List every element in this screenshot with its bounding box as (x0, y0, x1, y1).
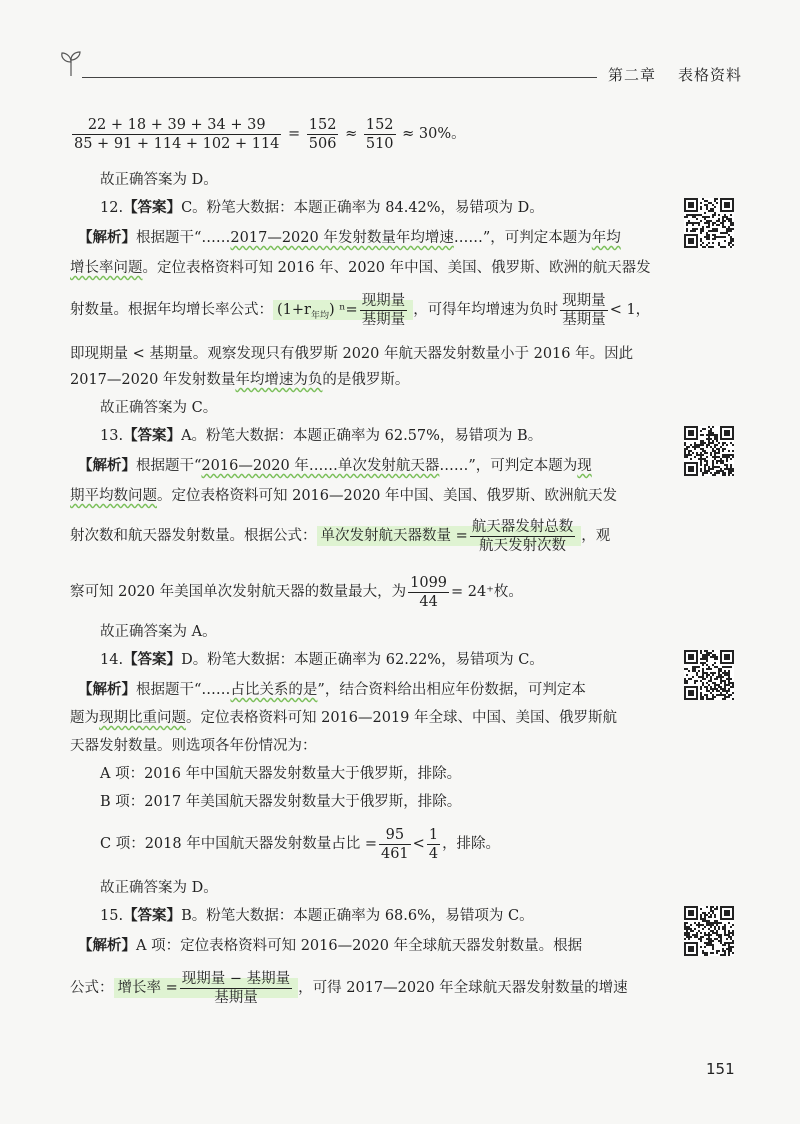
calc-numerator: 22 + 18 + 39 + 34 + 39 (72, 116, 281, 135)
q13-answer-text: A。粉笔大数据：本题正确率为 62.57%，易错项为 B。 (181, 428, 543, 444)
q12-answer-line (100, 196, 544, 220)
calc-line: $\frac{22 + 18 + 39 + 34 + 39}{85 + 91 + 114 + 102 + 114}$ = $\frac{152}{506}$ ≈ $\frac{152}{510}$ ≈ 30%。 (74, 116, 466, 152)
q13-analysis-line3: 射次数和航天器发射数量。根据公式： 单次发射航天器数量 = $\frac{\text{航天器发射总数}}{\text{航天发射次数}}$ ，观 (70, 518, 611, 554)
q12-analysis-line5: 2017—2020 年发射数量年均增速为负的是俄罗斯。 (70, 372, 410, 388)
q15-number: 15. (100, 908, 124, 924)
section-title: 表格资料 (678, 66, 743, 84)
header-rule (82, 77, 597, 78)
q12-formula: $(1+r_{年均})$ ⁿ= $\frac{\text{现期量}}{\text{基期量}}$ (273, 300, 413, 320)
analysis-tag: 【解析】 (78, 458, 136, 474)
calc-fraction2-num: 152 (308, 116, 337, 133)
q14-option-c: C 项：2018 年中国航天器发射数量占比 = $\frac{95}{461}$ < $\frac{1}{4}$ ，排除。 (100, 826, 501, 862)
q12-number: 12. (100, 200, 124, 216)
qr-code-icon[interactable] (684, 906, 734, 956)
answer-tag: 【答案】 (123, 200, 182, 216)
calc-fraction2-den: 506 (308, 135, 337, 152)
q12-analysis-line1: 【解析】根据题干“……2017—2020 年发射数量年均增速……”，可判定本题为年均 (78, 230, 621, 246)
q12-answer-text: C。粉笔大数据：本题正确率为 84.42%，易错项为 D。 (181, 200, 544, 216)
qr-code-icon[interactable] (684, 198, 734, 248)
q15-analysis-line2: 公式： 增长率 = $\frac{\text{现期量 − 基期量}}{\text{基期量}}$ ，可得 2017—2020 年全球航天器发射数量的增速 (70, 970, 628, 1006)
analysis-tag: 【解析】 (78, 682, 136, 698)
q14-analysis-line3: 天器发射数量。则选项各年份情况为： (70, 738, 317, 754)
q12-question-type: 增长率问题 (70, 260, 143, 276)
q14-answer-text: D。粉笔大数据：本题正确率为 62.22%，易错项为 C。 (181, 652, 544, 668)
q11-conclusion: 故正确答案为 D。 (100, 172, 218, 188)
q14-option-a: A 项：2016 年中国航天器发射数量大于俄罗斯，排除。 (100, 766, 462, 782)
q12-conclusion: 故正确答案为 C。 (100, 400, 218, 416)
calc-fraction3-den: 510 (365, 135, 394, 152)
qr-code-icon[interactable] (684, 426, 734, 476)
answer-tag: 【答案】 (123, 908, 182, 924)
answer-tag: 【答案】 (123, 428, 182, 444)
q13-answer-line (100, 424, 542, 448)
q13-formula: 单次发射航天器数量 = $\frac{\text{航天器发射总数}}{\text{航天发射次数}}$ (317, 526, 582, 546)
leaf-icon (58, 48, 84, 78)
q15-answer-line (100, 904, 534, 928)
q12-analysis-line4: 即现期量 < 基期量。观察发现只有俄罗斯 2020 年航天器发射数量小于 2016 年。因此 (70, 346, 634, 362)
answer-tag: 【答案】 (123, 652, 182, 668)
q14-keyword: 占比关系的是 (230, 682, 318, 698)
q12-keyword: 2017—2020 年发射数量年均增速 (230, 230, 454, 246)
calc-result: ≈ 30%。 (402, 126, 466, 142)
calc-denominator: 85 + 91 + 114 + 102 + 114 (74, 135, 280, 152)
q15-analysis-line1: 【解析】A 项：定位表格资料可知 2016—2020 年全球航天器发射数量。根据 (78, 938, 583, 954)
analysis-tag: 【解析】 (78, 230, 136, 246)
q14-option-b: B 项：2017 年美国航天器发射数量大于俄罗斯，排除。 (100, 794, 462, 810)
q15-formula: 增长率 = $\frac{\text{现期量 − 基期量}}{\text{基期量}}$ (114, 978, 299, 998)
q14-conclusion: 故正确答案为 D。 (100, 880, 218, 896)
q14-answer-line (100, 648, 544, 672)
q14-analysis-line2: 题为现期比重问题。定位表格资料可知 2016—2019 年全球、中国、美国、俄罗斯航 (70, 710, 618, 726)
q13-analysis-line2: 期平均数问题。定位表格资料可知 2016—2020 年中国、美国、俄罗斯、欧洲航天发 (70, 488, 618, 504)
q13-analysis-line1: 【解析】根据题干“2016—2020 年……单次发射航天器……”，可判定本题为现 (78, 458, 592, 474)
qr-code-icon[interactable] (684, 650, 734, 700)
page-number: 151 (706, 1060, 735, 1078)
q14-analysis-line1: 【解析】根据题干“……占比关系的是”，结合资料给出相应年份数据，可判定本 (78, 682, 586, 698)
q13-number: 13. (100, 428, 124, 444)
q14-number: 14. (100, 652, 124, 668)
chapter-number: 第二章 (608, 66, 657, 84)
calc-fraction3-num: 152 (365, 116, 394, 133)
q14-question-type: 现期比重问题 (99, 710, 186, 726)
q13-conclusion: 故正确答案为 A。 (100, 624, 217, 640)
q15-answer-text: B。粉笔大数据：本题正确率为 68.6%，易错项为 C。 (181, 908, 534, 924)
q12-analysis-line3: 射数量。根据年均增长率公式： $(1+r_{年均})$ ⁿ= $\frac{\text{现期量}}{\text{基期量}}$ ，可得年均增速为负时 $\frac{\text{现期量}}{\text{基期量}}$ < 1， (70, 292, 651, 328)
chapter-title (608, 64, 742, 85)
q13-question-type: 期平均数问题 (70, 488, 157, 504)
analysis-tag: 【解析】 (78, 938, 136, 954)
q12-analysis-line2: 增长率问题。定位表格资料可知 2016 年、2020 年中国、美国、俄罗斯、欧洲的航天器发 (70, 260, 651, 276)
q13-analysis-line4: 察可知 2020 年美国单次发射航天器的数量最大，为 $\frac{1099}{44}$ = 24⁺枚。 (70, 574, 523, 610)
q13-keyword: 2016—2020 年……单次发射航天器 (201, 458, 440, 474)
